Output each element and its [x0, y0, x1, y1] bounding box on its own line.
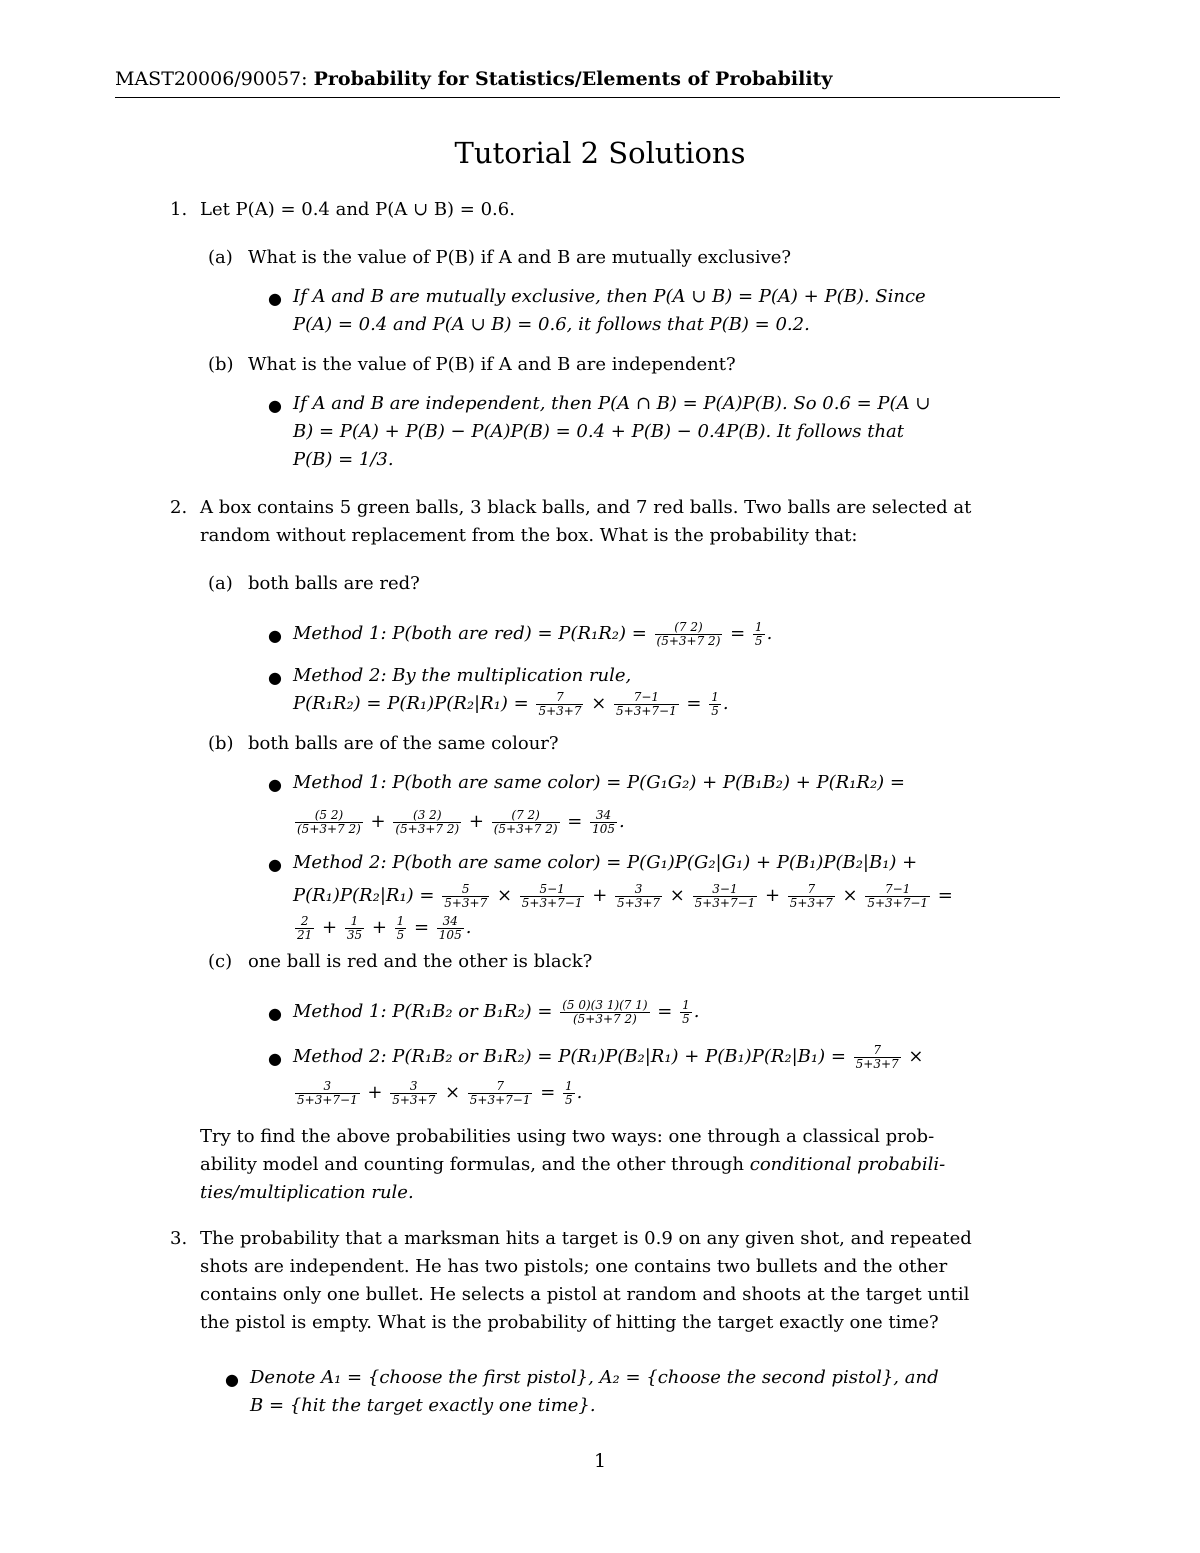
fraction: $\frac{3}{5+3+7}$ — [392, 1078, 436, 1107]
bullet-icon: ● — [268, 626, 282, 645]
fraction: $\frac{3-1}{5+3+7-1}$ — [694, 881, 756, 910]
q2c-method2-line1: Method 2: P(R₁B₂ or B₁R₂) = P(R₁)P(B₂|R₁) + P(B₁)P(R₂|B₁) = $\frac{7}{5+3+7}$ × — [293, 1042, 924, 1071]
course-code: MAST20006/90057: — [115, 68, 314, 90]
q2a-question: both balls are red? — [248, 573, 420, 594]
q1b-question: What is the value of P(B) if A and B are independent? — [248, 354, 736, 375]
page-header — [115, 68, 1060, 90]
q2-text-line2: random without replacement from the box. What is the probability that: — [200, 525, 858, 546]
q2-number: 2. — [170, 497, 188, 518]
bullet-icon: ● — [225, 1370, 239, 1389]
q2a-method2-line1: Method 2: By the multiplication rule, — [293, 665, 632, 686]
q1a-label: (a) — [208, 247, 233, 268]
course-subject: Probability for Statistics/Elements of Probability — [313, 68, 833, 90]
q3-text-line1: The probability that a marksman hits a target is 0.9 on any given shot, and repeated — [200, 1228, 972, 1249]
fraction: $\frac{3}{5+3+7-1}$ — [297, 1078, 358, 1107]
q2a-label: (a) — [208, 573, 233, 594]
bullet-icon: ● — [268, 1049, 282, 1068]
q2-try-line1: Try to find the above probabilities using two ways: one through a classical prob- — [200, 1126, 935, 1147]
q2-try-line2: ability model and counting formulas, and the other through conditional probabili- — [200, 1154, 946, 1175]
fraction: $\frac{34}{105}$ — [438, 913, 462, 942]
fraction: $\frac{(5 2)}{(5+3+7 2)}$ — [297, 807, 361, 836]
fraction: $\frac{5}{5+3+7}$ — [444, 881, 488, 910]
q1b-label: (b) — [208, 354, 234, 375]
bullet-icon: ● — [268, 668, 282, 687]
fraction: $\frac{(3 2)}{(5+3+7 2)}$ — [395, 807, 460, 836]
fraction: $\frac{(5 0)(3 1)(7 1)}{(5+3+7 2)}$ — [562, 997, 648, 1026]
fraction: $\frac{34}{105}$ — [592, 807, 615, 836]
fraction: $\frac{1}{5}$ — [754, 619, 763, 648]
q2b-method2-line1: Method 2: P(both are same color) = P(G₁)P(G₂|G₁) + P(B₁)P(B₂|B₁) + — [293, 852, 918, 873]
fraction: $\frac{1}{35}$ — [346, 913, 363, 942]
q2-try-line3: ties/multiplication rule. — [200, 1182, 414, 1203]
fraction: $\frac{1}{5}$ — [682, 997, 690, 1026]
fraction: $\frac{1}{5}$ — [396, 913, 405, 942]
fraction: $\frac{(7 2)}{(5+3+7 2)}$ — [493, 807, 558, 836]
fraction: $\frac{7}{5+3+7-1}$ — [469, 1078, 531, 1107]
page-number: 1 — [593, 1450, 607, 1472]
fraction: $\frac{7}{5+3+7}$ — [538, 689, 582, 718]
q3-text-line2: shots are independent. He has two pistols; one contains two bullets and the other — [200, 1256, 948, 1277]
fraction: $\frac{3}{5+3+7}$ — [617, 881, 661, 910]
q2a-method2-line2: P(R₁R₂) = P(R₁)P(R₂|R₁) = $\frac{7}{5+3+7}$ × $\frac{7-1}{5+3+7-1}$ = $\frac{1}{5}$ . — [293, 689, 729, 718]
q2b-method1-line2: $\frac{(5 2)}{(5+3+7 2)}$ + $\frac{(3 2)}{(5+3+7 2)}$ + $\frac{(7 2)}{(5+3+7 2)}$ = $\frac{34}{105}$ . — [297, 807, 625, 836]
q1a-question: What is the value of P(B) if A and B are mutually exclusive? — [248, 247, 792, 268]
bullet-icon: ● — [268, 775, 282, 794]
q2c-method1: Method 1: P(R₁B₂ or B₁R₂) = $\frac{(5 0)(3 1)(7 1)}{(5+3+7 2)}$ = $\frac{1}{5}$ . — [293, 997, 700, 1026]
q2-text-line1: A box contains 5 green balls, 3 black balls, and 7 red balls. Two balls are selected at — [200, 497, 972, 518]
q2c-question: one ball is red and the other is black? — [248, 951, 593, 972]
bullet-icon: ● — [268, 289, 282, 308]
fraction: $\frac{7}{5+3+7}$ — [789, 881, 833, 910]
page-title: Tutorial 2 Solutions — [454, 136, 746, 170]
q1b-answer-line2: B) = P(A) + P(B) − P(A)P(B) = 0.4 + P(B) − 0.4P(B). It follows that — [293, 421, 905, 442]
q2b-method1-line1: Method 1: P(both are same color) = P(G₁G₂) + P(B₁B₂) + P(R₁R₂) = — [293, 772, 905, 793]
fraction: $\frac{1}{5}$ — [565, 1078, 573, 1107]
q2a-m1-prefix: Method 1: P(both are red) = P(R₁R₂) = — [293, 623, 647, 644]
fraction: $\frac{7-1}{5+3+7-1}$ — [616, 689, 677, 718]
bullet-icon: ● — [268, 855, 282, 874]
q1b-answer-line3: P(B) = 1/3. — [293, 449, 394, 470]
q2b-question: both balls are of the same colour? — [248, 733, 559, 754]
bullet-icon: ● — [268, 1004, 282, 1023]
q1a-answer-line2: P(A) = 0.4 and P(A ∪ B) = 0.6, it follows that P(B) = 0.2. — [293, 314, 810, 335]
q3-text-line4: the pistol is empty. What is the probability of hitting the target exactly one time? — [200, 1312, 939, 1333]
fraction: $\frac{5-1}{5+3+7-1}$ — [521, 881, 583, 910]
q2c-method2-line2: $\frac{3}{5+3+7-1}$ + $\frac{3}{5+3+7}$ × $\frac{7}{5+3+7-1}$ = $\frac{1}{5}$ . — [297, 1078, 583, 1107]
q1-number: 1. — [170, 199, 188, 220]
fraction: $\frac{7}{5+3+7}$ — [855, 1042, 899, 1071]
q3-answer-line1: Denote A₁ = {choose the first pistol}, A₂ = {choose the second pistol}, and — [250, 1367, 939, 1388]
header-rule — [115, 97, 1060, 98]
q2b-method2-line2: P(R₁)P(R₂|R₁) = $\frac{5}{5+3+7}$ × $\frac{5-1}{5+3+7-1}$ + $\frac{3}{5+3+7}$ × $\frac{3-1}{5+3+7-1}$ + $\frac{7}{5+3+7}$ × $\frac{7-1}{5+3+7-1}$ = — [293, 881, 953, 910]
q3-answer-line2: B = {hit the target exactly one time}. — [250, 1395, 596, 1416]
q2b-method2-line3: $\frac{2}{21}$ + $\frac{1}{35}$ + $\frac{1}{5}$ = $\frac{34}{105}$ . — [297, 913, 472, 942]
q2b-label: (b) — [208, 733, 234, 754]
fraction: $\frac{1}{5}$ — [711, 689, 719, 718]
q2a-method1: Method 1: P(both are red) = P(R₁R₂) = $\frac{(7 2)}{(5+3+7 2)}$ = $\frac{1}{5}$ . — [293, 619, 773, 648]
bullet-icon: ● — [268, 396, 282, 415]
fraction: $\frac{7-1}{5+3+7-1}$ — [867, 881, 929, 910]
fraction: $\frac{(7 2)}{(5+3+7 2)}$ — [656, 619, 721, 648]
q2c-label: (c) — [208, 951, 233, 972]
q3-number: 3. — [170, 1228, 188, 1249]
q1b-answer-line1: If A and B are independent, then P(A ∩ B) = P(A)P(B). So 0.6 = P(A ∪ — [293, 393, 931, 414]
q1-text: Let P(A) = 0.4 and P(A ∪ B) = 0.6. — [200, 199, 515, 220]
fraction: $\frac{2}{21}$ — [297, 913, 313, 942]
q3-text-line3: contains only one bullet. He selects a pistol at random and shoots at the target until — [200, 1284, 970, 1305]
q1a-answer-line1: If A and B are mutually exclusive, then P(A ∪ B) = P(A) + P(B). Since — [293, 286, 926, 307]
